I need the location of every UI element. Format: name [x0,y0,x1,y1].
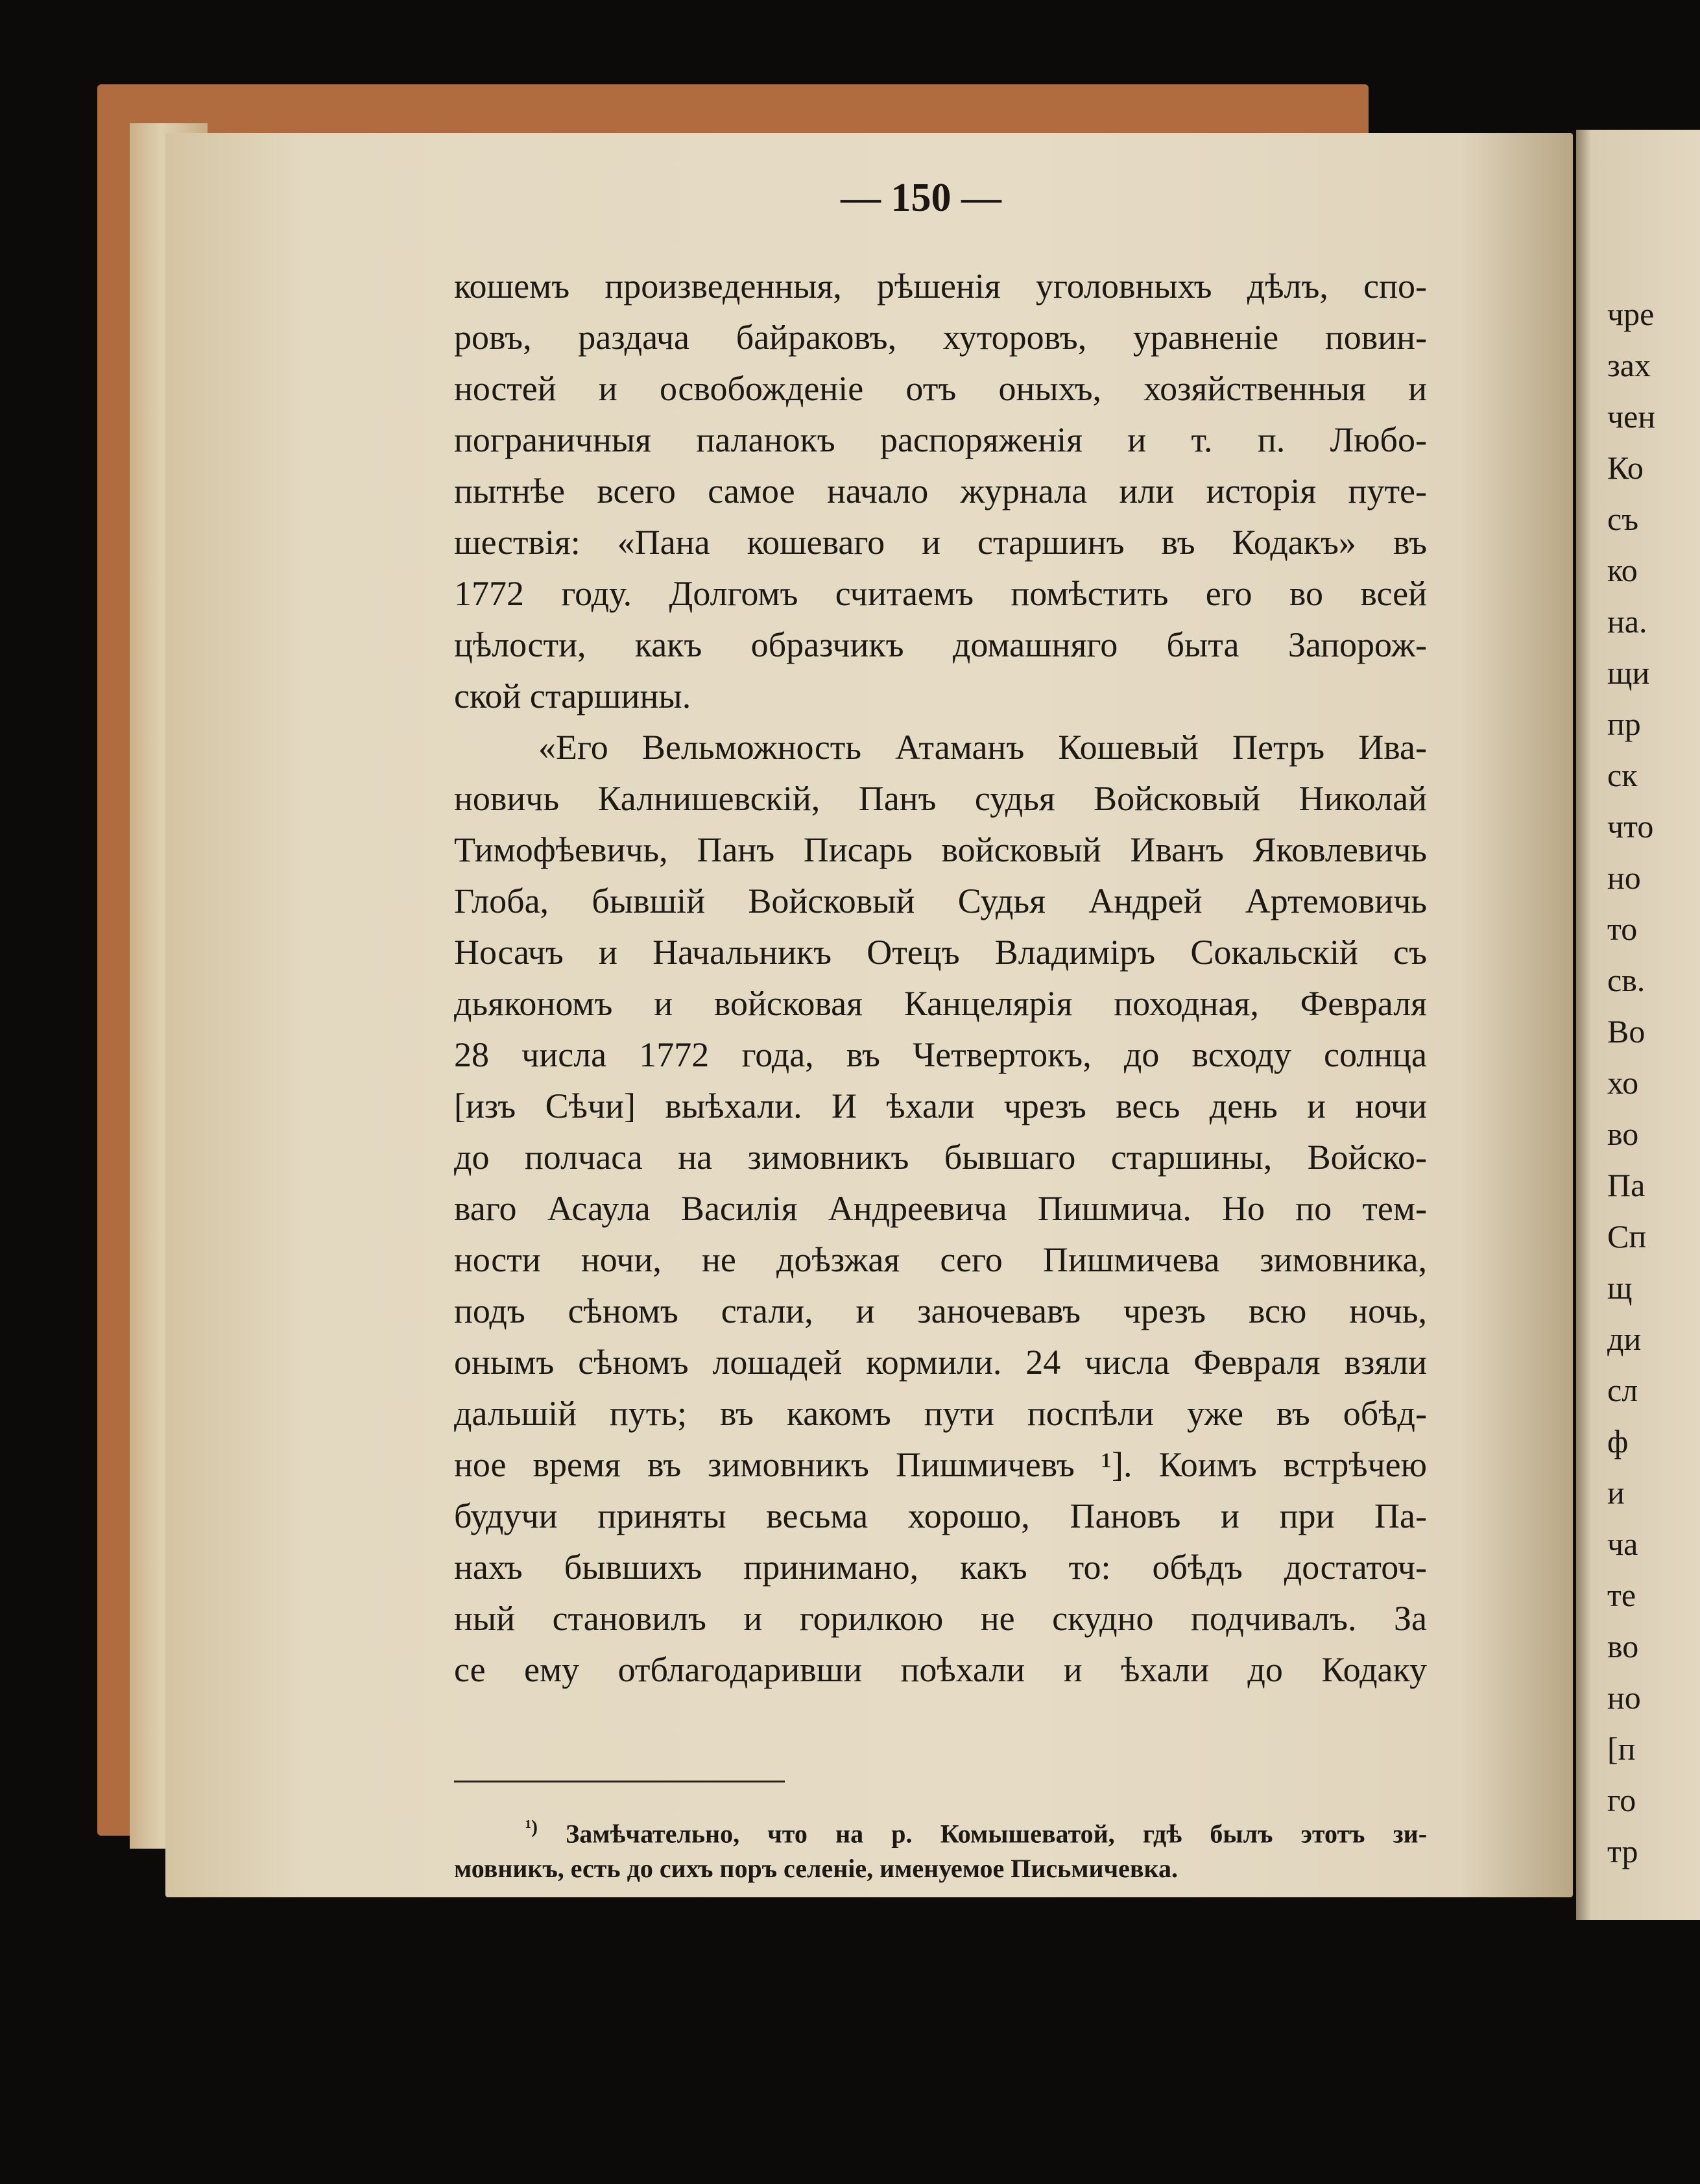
text-line: пытнѣе всего самое начало журнала или исторія путе- [454,472,1427,510]
text-line: «Его Вельможность Атаманъ Кошевый Петръ Ива- [538,728,1427,767]
next-page-fragment: Сп [1607,1218,1647,1254]
next-page-fragment: ко [1607,552,1638,588]
text-line: нахъ бывшихъ принимано, какъ то: обѣдъ достаточ- [454,1548,1427,1587]
next-page-fragment: ча [1607,1526,1638,1562]
next-page-fragment: го [1607,1782,1636,1818]
footnote-line [454,1806,1427,1848]
next-page-fragment: св. [1607,962,1646,998]
next-page-fragment: но [1607,859,1641,896]
body-text [454,261,1427,1696]
text-line: подъ сѣномъ стали, и заночевавъ чрезъ всю ночь, [454,1291,1427,1330]
next-page-fragment: во [1607,1116,1639,1152]
next-page-fragment: во [1607,1628,1639,1664]
footnote [454,1806,1427,1890]
next-page-fragment: [п [1607,1731,1636,1767]
text-line: 28 числа 1772 года, въ Четвертокъ, до всходу солнца [454,1035,1427,1074]
text-line: дьякономъ и войсковая Канцелярія походная, Февраля [454,984,1427,1023]
next-page-fragment: хо [1607,1064,1639,1101]
text-line: ное время въ зимовникъ Пишмичевъ ¹]. Коимъ встрѣчею [454,1445,1427,1484]
next-page-fragment: ф [1607,1423,1629,1459]
next-page-fragment: Па [1607,1167,1646,1203]
next-page-fragment: ск [1607,757,1638,793]
next-page-fragment: чре [1607,296,1655,332]
next-page-fragment: щ [1607,1269,1633,1306]
text-line: ровъ, раздача байраковъ, хуторовъ, уравненіе повин- [454,318,1427,357]
next-page-fragment: съ [1607,501,1639,537]
text-line: ности ночи, не доѣзжая сего Пишмичева зимовника, [454,1240,1427,1279]
footnote-text: Замѣчательно, что на р. Комышеватой, гдѣ былъ этотъ зи- [566,1819,1428,1849]
next-page-text [1607,289,1700,1877]
next-page-fragment: тр [1607,1833,1638,1869]
next-page-fragment: на. [1607,603,1647,640]
next-page-fragment: зах [1607,347,1651,383]
next-page-fragment: то [1607,911,1638,947]
text-line: кошемъ произведенныя, рѣшенія уголовныхъ дѣлъ, спо- [454,267,1427,306]
text-line: ской старшины. [454,677,691,715]
text-line: пограничныя паланокъ распоряженія и т. п. Любо- [454,420,1427,459]
next-page-fragment: что [1607,808,1654,845]
text-line: Носачъ и Начальникъ Отецъ Владиміръ Сокальскій съ [454,933,1427,972]
text-line: цѣлости, какъ образчикъ домашняго быта Запорож- [454,625,1427,664]
next-page-fragment: Ко [1607,450,1644,486]
text-line: будучи приняты весьма хорошо, Пановъ и при Па- [454,1496,1427,1535]
text-line: дальшій путь; въ какомъ пути поспѣли уже въ обѣд- [454,1394,1427,1433]
text-line: Тимофѣевичь, Панъ Писарь войсковый Иванъ Яковлевичь [454,830,1427,869]
text-line: 1772 году. Долгомъ считаемъ помѣстить его во всей [454,574,1427,613]
next-page-fragment: сл [1607,1372,1638,1408]
text-line: се ему отблагодаривши поѣхали и ѣхали до Кодаку [454,1650,1427,1689]
text-line: до полчаса на зимовникъ бывшаго старшины, Войско- [454,1138,1427,1177]
text-line: [изъ Сѣчи] выѣхали. И ѣхали чрезъ весь день и ночи [454,1086,1427,1125]
text-line: ваго Асаула Василія Андреевича Пишмича. Но по тем- [454,1189,1427,1228]
next-page-fragment: Во [1607,1013,1646,1050]
next-page-fragment: и [1607,1474,1625,1511]
next-page-fragment: щи [1607,654,1650,691]
next-page-fragment: но [1607,1679,1641,1716]
next-page-fragment: те [1607,1577,1636,1613]
next-page-fragment: пр [1607,706,1641,742]
footnote-line: мовникъ, есть до сихъ поръ селеніе, именуемое Письмичевка. [454,1854,1178,1883]
footnote-mark: ¹) [525,1816,538,1838]
text-line: шествія: «Пана кошеваго и старшинъ въ Кодакъ» въ [454,523,1427,562]
page-number: — 150 — [841,176,1001,220]
next-page-fragment: чен [1607,398,1656,435]
text-line: Глоба, бывшій Войсковый Судья Андрей Артемовичь [454,882,1427,920]
text-line: ный становилъ и горилкою не скудно подчивалъ. За [454,1599,1427,1638]
text-line: новичь Калнишевскій, Панъ судья Войсковый Николай [454,779,1427,818]
text-line: ностей и освобожденіе отъ оныхъ, хозяйственныя и [454,369,1427,408]
footnote-rule [454,1781,785,1782]
text-line: онымъ сѣномъ лошадей кормили. 24 числа Февраля взяли [454,1343,1427,1382]
next-page-fragment: ди [1607,1321,1642,1357]
